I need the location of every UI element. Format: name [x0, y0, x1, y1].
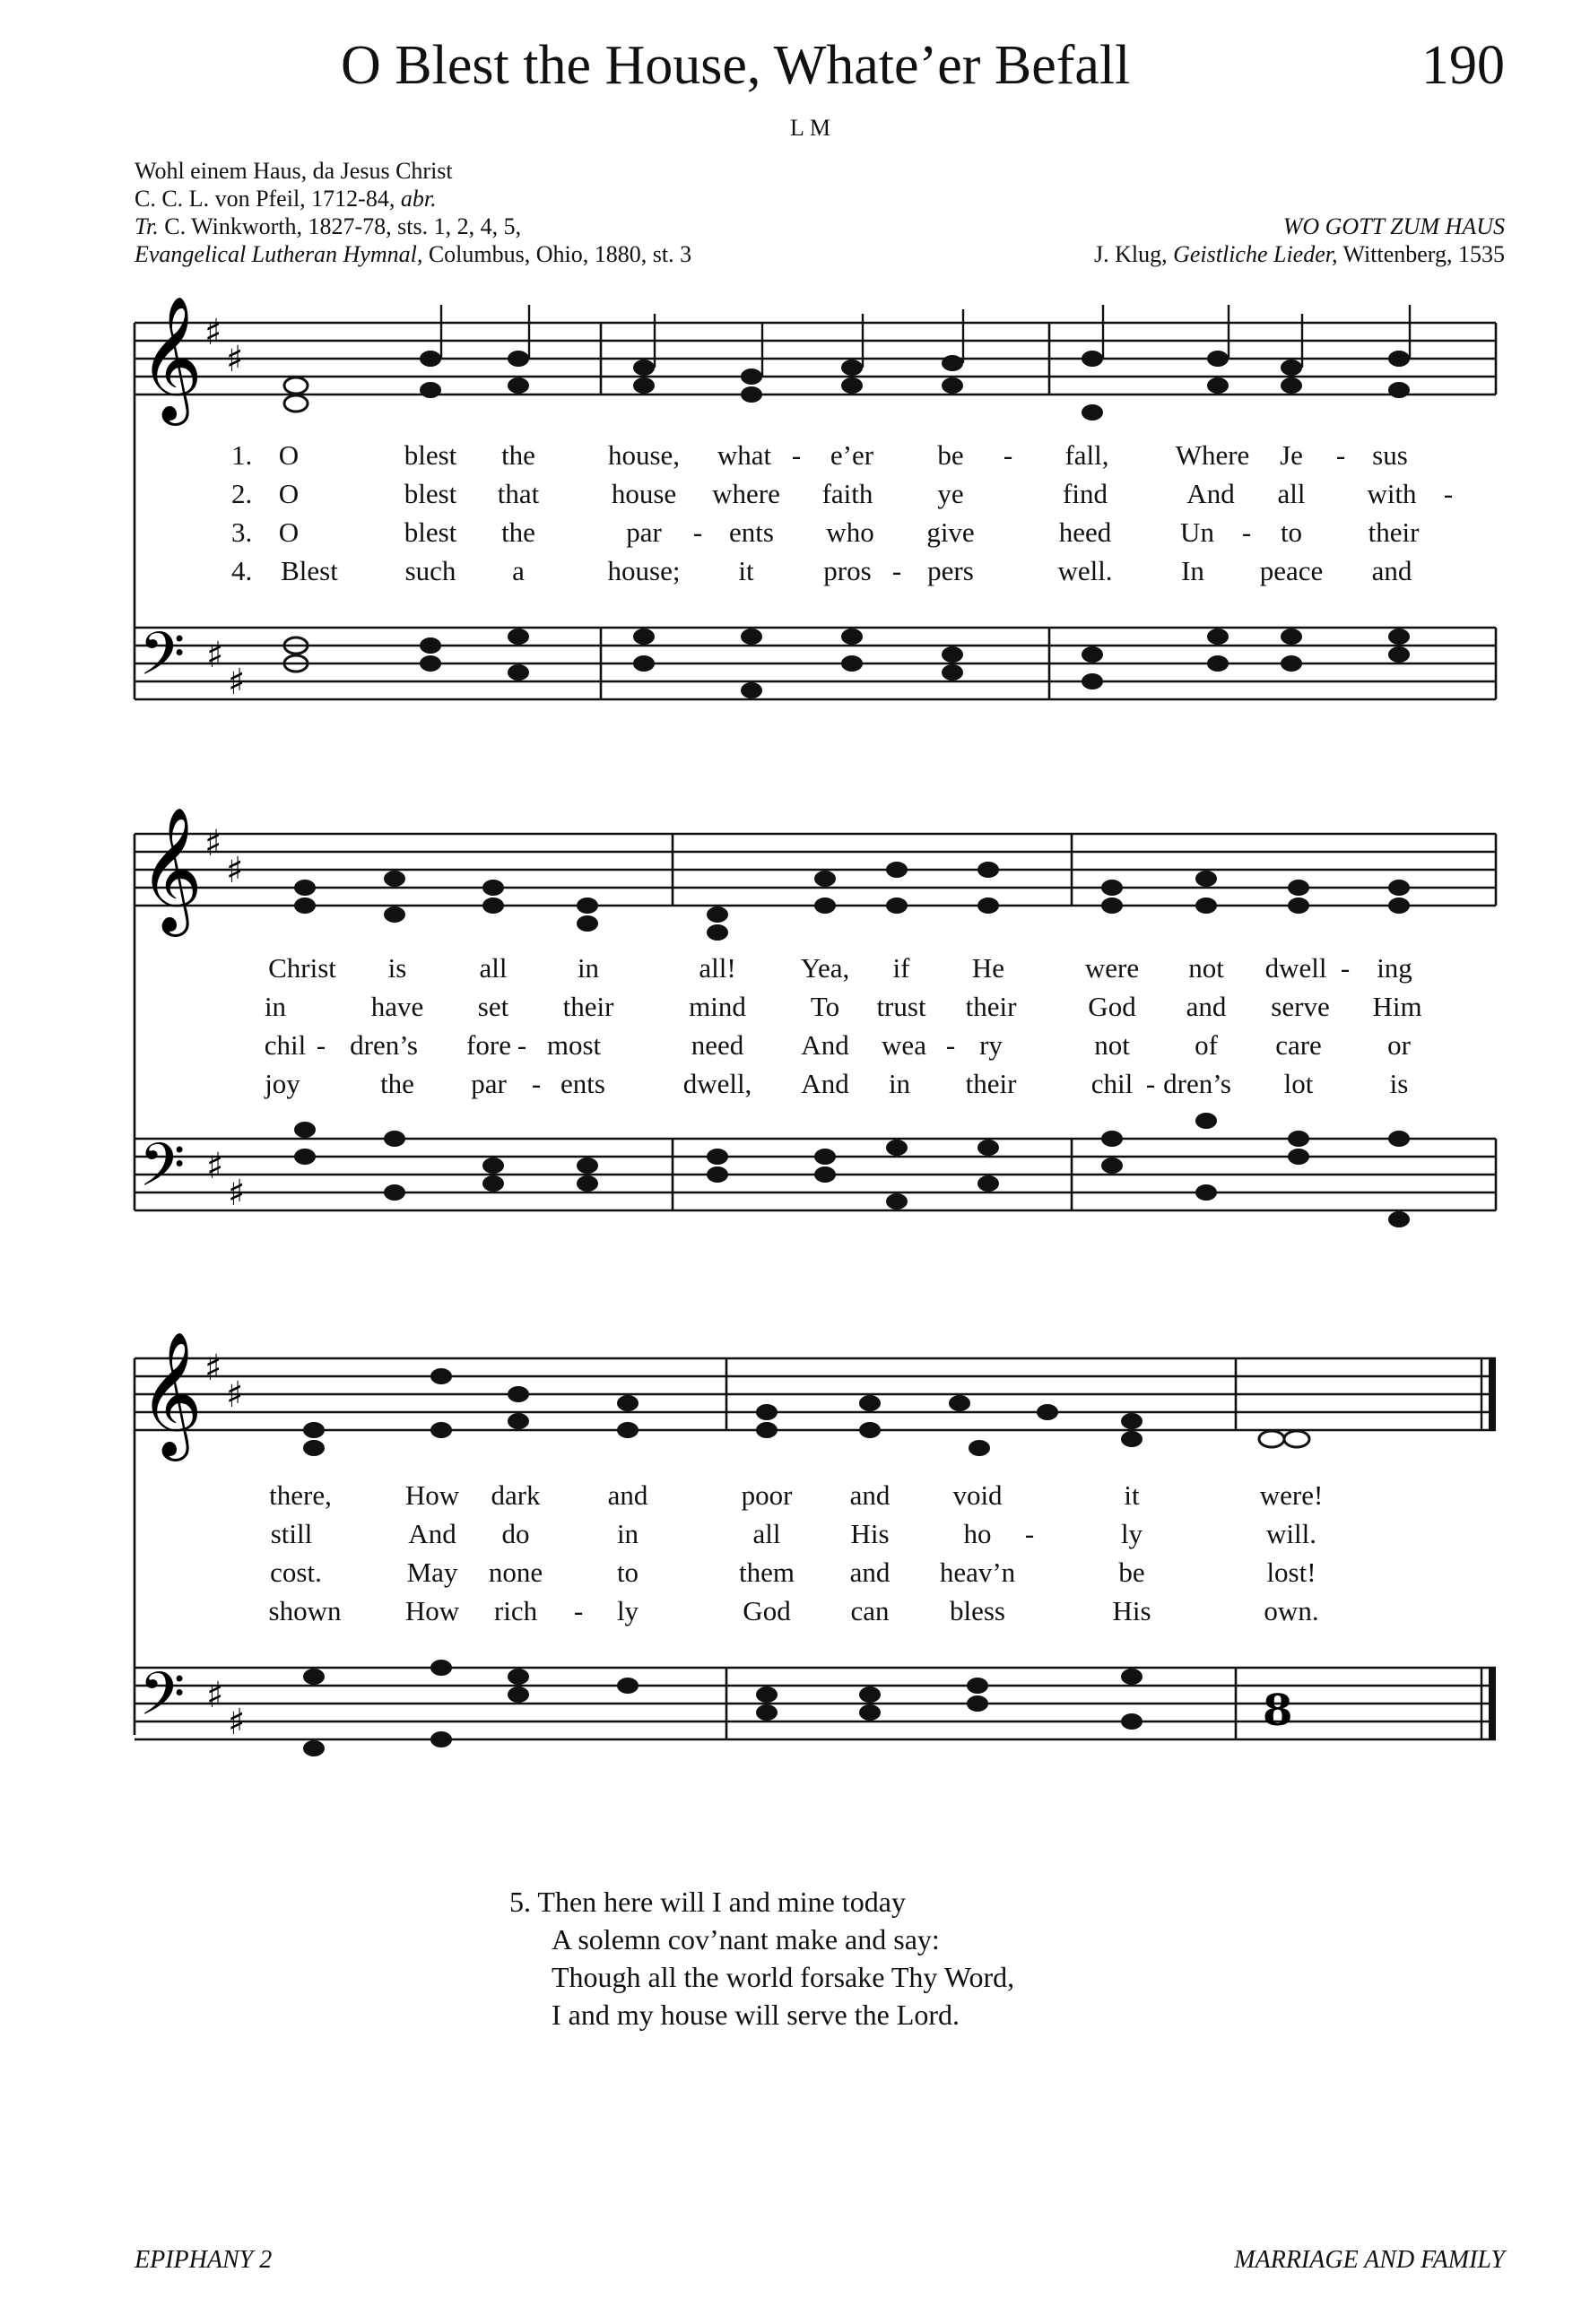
lyric-syllable: house; [607, 555, 681, 586]
lyric-syllable: O [278, 516, 300, 548]
lyric-syllable: e’er [830, 439, 874, 471]
lyric-syllable: have [370, 991, 424, 1022]
lyric-syllable: will. [1266, 1518, 1316, 1549]
lyric-syllable: find [1063, 478, 1108, 509]
svg-text:♯: ♯ [228, 1173, 246, 1214]
lyric-syllable: all [1277, 478, 1306, 509]
stanza-5-line: I and my house will serve the Lord. [552, 1999, 960, 2031]
lyric-syllable: ye [937, 478, 964, 509]
lyric-syllable: pros [823, 555, 872, 586]
verse-number: 3. [231, 516, 253, 548]
system-3-bass-staff [0, 1650, 1590, 1793]
lyric-syllable: blest [404, 439, 457, 471]
lyric-syllable: ho [963, 1518, 992, 1549]
svg-text:♯: ♯ [226, 339, 244, 380]
lyric-syllable: not [1094, 1029, 1130, 1061]
lyric-syllable: such [404, 555, 456, 586]
footer-category: MARRIAGE AND FAMILY [1234, 2246, 1505, 2274]
lyric-syllable: heav’n [939, 1557, 1016, 1588]
stanza-5-line: A solemn cov’nant make and say: [552, 1923, 940, 1955]
lyric-syllable: faith [821, 478, 873, 509]
lyric-syllable: and [849, 1479, 891, 1511]
lyric-syllable: Un [1180, 516, 1214, 548]
lyric-syllable: there, [269, 1479, 332, 1511]
lyric-hyphen: - [1003, 439, 1013, 471]
system-1-bass-staff [0, 610, 1590, 753]
lyric-syllable: joy [265, 1068, 300, 1099]
lyric-syllable: God [1088, 991, 1136, 1022]
svg-text:♯: ♯ [206, 635, 224, 676]
lyric-syllable: heed [1058, 516, 1112, 548]
lyric-syllable: lot [1283, 1068, 1314, 1099]
lyric-syllable: He [971, 952, 1005, 984]
lyric-syllable: a [512, 555, 525, 586]
lyric-syllable: blest [404, 516, 457, 548]
lyric-syllable: in [616, 1518, 639, 1549]
lyric-syllable: dwell [1264, 952, 1327, 984]
svg-text:♯: ♯ [228, 662, 246, 703]
translator-credit: Tr. C. Winkworth, 1827-78, sts. 1, 2, 4, 5, [135, 213, 522, 239]
lyric-syllable: par [471, 1068, 507, 1099]
lyric-syllable: their [1368, 516, 1420, 548]
lyric-syllable: that [497, 478, 540, 509]
lyric-syllable: trust [876, 991, 926, 1022]
lyric-syllable: And [801, 1029, 849, 1061]
lyric-syllable: none [488, 1557, 543, 1588]
lyric-syllable: of [1195, 1029, 1218, 1061]
lyric-syllable: How [404, 1595, 460, 1626]
lyric-hyphen: - [531, 1068, 542, 1099]
lyric-syllable: where [712, 478, 780, 509]
lyric-syllable: it [738, 555, 754, 586]
lyric-syllable: and [849, 1557, 891, 1588]
text-credits [135, 157, 691, 268]
lyric-hyphen: - [1340, 952, 1351, 984]
lyric-syllable: chil [264, 1029, 307, 1061]
tune-name: WO GOTT ZUM HAUS [1282, 213, 1505, 239]
system-2-bass-staff [0, 1121, 1590, 1264]
svg-text:♯: ♯ [228, 1702, 246, 1743]
lyric-syllable: Where [1175, 439, 1250, 471]
lyric-hyphen: - [517, 1029, 527, 1061]
stanza-5 [509, 1883, 1014, 2034]
lyric-syllable: to [1280, 516, 1303, 548]
lyric-syllable: ly [616, 1595, 639, 1626]
lyric-syllable: mind [689, 991, 746, 1022]
treble-clef-icon: 𝄞 [139, 296, 203, 421]
svg-text:𝄢: 𝄢 [139, 1660, 186, 1743]
lyric-syllable: in [264, 991, 287, 1022]
svg-text:♯: ♯ [204, 823, 222, 864]
lyric-syllable: And [1186, 478, 1235, 509]
lyric-syllable: with [1367, 478, 1417, 509]
lyric-syllable: sus [1372, 439, 1408, 471]
lyric-hyphen: - [692, 516, 703, 548]
lyric-hyphen: - [1443, 478, 1454, 509]
key-signature-icon: ♯ [204, 312, 222, 353]
svg-text:♯: ♯ [226, 850, 244, 891]
lyric-syllable: Christ [268, 952, 336, 984]
lyric-syllable: be [1118, 1557, 1145, 1588]
lyric-syllable: need [691, 1029, 744, 1061]
lyric-syllable: ry [979, 1029, 1003, 1061]
lyric-hyphen: - [1335, 439, 1346, 471]
lyric-syllable: O [278, 478, 300, 509]
lyric-syllable: the [501, 439, 535, 471]
lyric-syllable: In [1181, 555, 1204, 586]
verse-number: 2. [231, 478, 253, 509]
lyric-syllable: can [850, 1595, 890, 1626]
lyric-syllable: Blest [281, 555, 338, 586]
lyric-syllable: still [270, 1518, 313, 1549]
lyric-syllable: house, [607, 439, 681, 471]
lyric-syllable: own. [1264, 1595, 1319, 1626]
lyric-syllable: O [278, 439, 300, 471]
lyric-syllable: fore [466, 1029, 511, 1061]
lyric-syllable: ents [560, 1068, 605, 1099]
lyric-syllable: what [717, 439, 772, 471]
lyric-syllable: give [926, 516, 975, 548]
system-2-lyrics [0, 952, 1590, 1105]
lyric-syllable: to [616, 1557, 639, 1588]
lyric-syllable: fall, [1064, 439, 1109, 471]
lyric-hyphen: - [945, 1029, 956, 1061]
svg-text:8: 8 [1263, 1686, 1293, 1736]
footer-season: EPIPHANY 2 [135, 2246, 273, 2274]
lyric-syllable: who [826, 516, 874, 548]
lyric-syllable: May [406, 1557, 458, 1588]
lyric-syllable: blest [404, 478, 457, 509]
lyric-syllable: all [752, 1518, 781, 1549]
svg-text:𝄞: 𝄞 [139, 1331, 203, 1456]
lyric-syllable: their [965, 1068, 1017, 1099]
lyric-syllable: Him [1372, 991, 1422, 1022]
lyric-syllable: well. [1057, 555, 1113, 586]
lyric-syllable: is [387, 952, 407, 984]
lyric-syllable: their [562, 991, 614, 1022]
lyric-hyphen: - [1241, 516, 1252, 548]
lyric-syllable: par [626, 516, 662, 548]
lyric-syllable: if [892, 952, 910, 984]
lyric-syllable: set [477, 991, 509, 1022]
lyric-syllable: poor [741, 1479, 793, 1511]
lyric-syllable: pers [927, 555, 974, 586]
lyric-syllable: and [1186, 991, 1227, 1022]
system-1-lyrics [0, 439, 1590, 592]
lyric-syllable: most [546, 1029, 602, 1061]
lyric-syllable: not [1188, 952, 1224, 984]
lyric-syllable: were [1084, 952, 1140, 984]
lyric-syllable: cost. [270, 1557, 322, 1588]
svg-text:♯: ♯ [204, 1348, 222, 1389]
lyric-hyphen: - [1145, 1068, 1156, 1099]
lyric-syllable: house [611, 478, 677, 509]
lyric-syllable: all [479, 952, 508, 984]
lyric-syllable: their [965, 991, 1017, 1022]
lyric-syllable: dwell, [682, 1068, 752, 1099]
svg-text:𝄢: 𝄢 [139, 1131, 186, 1214]
lyric-syllable: is [1389, 1068, 1409, 1099]
lyric-hyphen: - [316, 1029, 326, 1061]
svg-text:𝄞: 𝄞 [139, 807, 203, 932]
lyric-syllable: in [577, 952, 600, 984]
lyric-syllable: them [739, 1557, 795, 1588]
lyric-syllable: the [380, 1068, 414, 1099]
lyric-syllable: His [1112, 1595, 1151, 1626]
lyric-syllable: And [408, 1518, 456, 1549]
lyric-syllable: How [404, 1479, 460, 1511]
bass-clef-icon: 𝄢 [139, 620, 186, 703]
hymn-number: 190 [1421, 35, 1505, 96]
lyric-hyphen: - [791, 439, 802, 471]
lyric-syllable: be [937, 439, 964, 471]
lyric-syllable: in [888, 1068, 911, 1099]
lyric-syllable: God [743, 1595, 791, 1626]
stanza-5-line: 5. Then here will I and mine today [509, 1886, 906, 1918]
svg-text:♯: ♯ [206, 1675, 224, 1716]
lyric-syllable: and [607, 1479, 648, 1511]
svg-text:♯: ♯ [206, 1146, 224, 1187]
lyric-syllable: Yea, [800, 952, 850, 984]
lyric-syllable: Je [1280, 439, 1303, 471]
lyric-hyphen: - [891, 555, 902, 586]
lyric-syllable: it [1124, 1479, 1140, 1511]
system-3-treble-staff [0, 1331, 1590, 1502]
lyric-syllable: void [952, 1479, 1003, 1511]
lyric-syllable: To [810, 991, 840, 1022]
lyric-syllable: And [801, 1068, 849, 1099]
hymn-title: O Blest the House, Whate’er Befall [341, 35, 1131, 96]
lyric-syllable: were! [1259, 1479, 1324, 1511]
stanza-5-line: Though all the world forsake Thy Word, [552, 1961, 1015, 1993]
author-credit: C. C. L. von Pfeil, 1712-84, abr. [135, 186, 437, 212]
lyric-syllable: lost! [1266, 1557, 1316, 1588]
lyric-syllable: chil [1090, 1068, 1134, 1099]
original-title: Wohl einem Haus, da Jesus Christ [135, 158, 453, 184]
lyric-hyphen: - [573, 1595, 584, 1626]
lyric-syllable: or [1387, 1029, 1411, 1061]
system-3-lyrics [0, 1479, 1590, 1632]
lyric-syllable: dren’s [350, 1029, 418, 1061]
composer-credit: J. Klug, Geistliche Lieder, Wittenberg, 1535 [1093, 241, 1505, 267]
lyric-syllable: peace [1259, 555, 1324, 586]
lyric-syllable: ly [1120, 1518, 1143, 1549]
svg-text:♯: ♯ [226, 1374, 244, 1416]
lyric-syllable: serve [1271, 991, 1330, 1022]
stanza-source-credit: Evangelical Lutheran Hymnal, Columbus, Ohio, 1880, st. 3 [135, 241, 692, 267]
lyric-syllable: dark [491, 1479, 541, 1511]
lyric-syllable: His [850, 1518, 890, 1549]
system-1-treble-notes [284, 351, 1410, 421]
lyric-syllable: ing [1377, 952, 1412, 984]
meter: LM [790, 115, 836, 141]
lyric-syllable: bless [950, 1595, 1005, 1626]
lyric-hyphen: - [1024, 1518, 1035, 1549]
lyric-syllable: and [1371, 555, 1412, 586]
lyric-syllable: wea [882, 1029, 926, 1061]
lyric-syllable: all! [699, 952, 736, 984]
lyric-syllable: ents [729, 516, 774, 548]
lyric-syllable: do [501, 1518, 530, 1549]
lyric-syllable: care [1275, 1029, 1322, 1061]
lyric-syllable: dren’s [1163, 1068, 1231, 1099]
verse-number: 4. [231, 555, 253, 586]
tune-credits [1094, 212, 1505, 268]
lyric-syllable: shown [268, 1595, 342, 1626]
lyric-syllable: rich [493, 1595, 538, 1626]
lyric-syllable: the [501, 516, 535, 548]
verse-number: 1. [231, 439, 253, 471]
